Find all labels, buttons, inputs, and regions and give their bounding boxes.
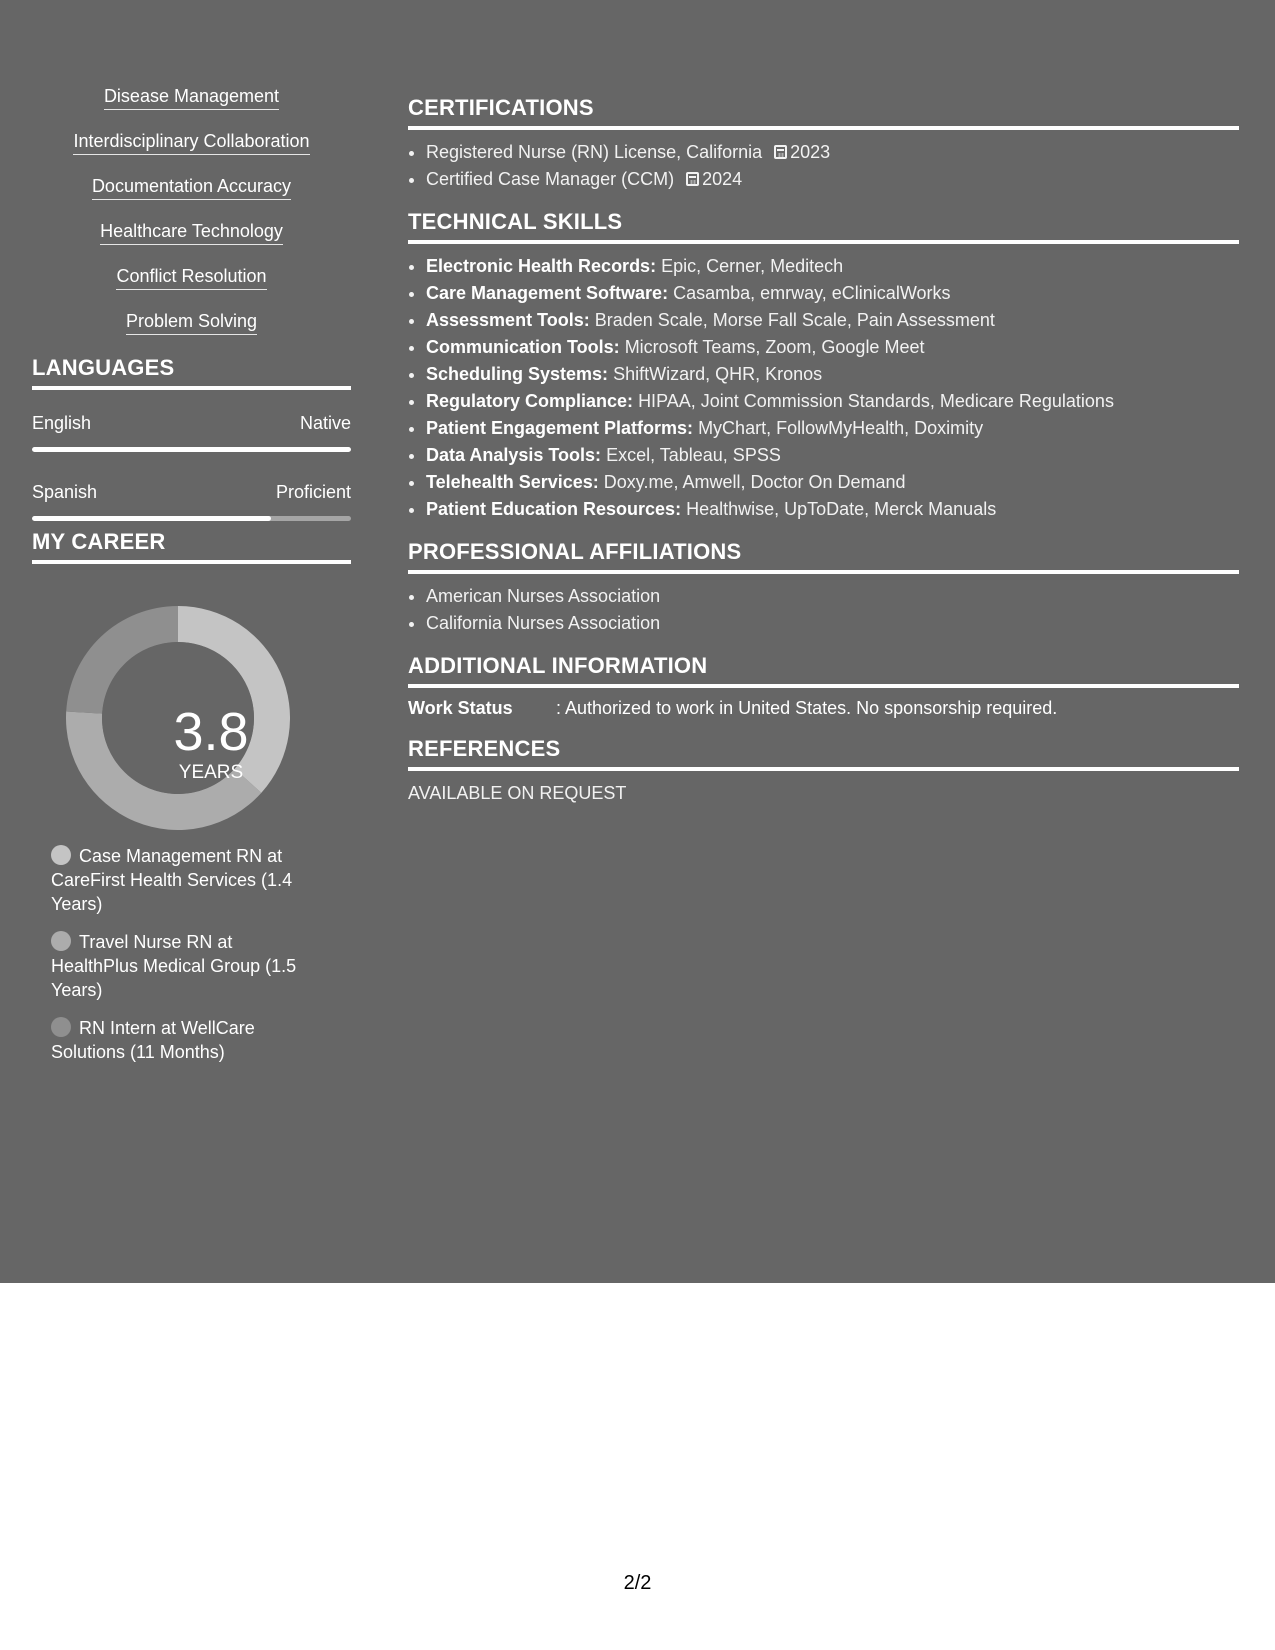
technical-skill-item: • Patient Education Resources: Healthwise, UpToDate, Merck Manuals bbox=[426, 496, 1239, 523]
technical-skill-item: • Patient Engagement Platforms: MyChart, FollowMyHealth, Doximity bbox=[426, 415, 1239, 442]
career-legend bbox=[32, 844, 321, 1064]
donut-center-label bbox=[99, 703, 323, 785]
career-total-unit: YEARS bbox=[178, 762, 244, 783]
technical-skill-item: • Communication Tools: Microsoft Teams, Zoom, Google Meet bbox=[426, 334, 1239, 361]
skill-tag: Interdisciplinary Collaboration bbox=[32, 129, 351, 174]
skill-tag: Disease Management bbox=[32, 84, 351, 129]
references-heading: REFERENCES bbox=[408, 735, 1239, 771]
affiliations-section bbox=[408, 538, 1239, 637]
technical-skill-item: • Care Management Software: Casamba, emrway, eClinicalWorks bbox=[426, 280, 1239, 307]
calendar-icon bbox=[686, 172, 699, 186]
legend-item: RN Intern at WellCare Solutions (11 Months) bbox=[51, 1018, 255, 1062]
work-status-value: : Authorized to work in United States. No sponsorship required. bbox=[556, 698, 1058, 718]
language-english bbox=[32, 390, 351, 459]
skill-tag: Conflict Resolution bbox=[32, 264, 351, 309]
language-level: Proficient bbox=[275, 482, 351, 502]
affiliation-item: • American Nurses Association bbox=[426, 583, 1239, 610]
technical-skills-heading: TECHNICAL SKILLS bbox=[408, 208, 1239, 244]
affiliation-item: • California Nurses Association bbox=[426, 610, 1239, 637]
language-level-fill bbox=[32, 447, 351, 452]
language-level: Native bbox=[299, 413, 351, 433]
languages-heading: LANGUAGES bbox=[32, 354, 351, 390]
technical-skills-section bbox=[408, 208, 1239, 523]
legend-item: Travel Nurse RN at HealthPlus Medical Group (1.5 Years) bbox=[51, 932, 297, 1000]
language-name: English bbox=[32, 413, 92, 433]
references-section bbox=[408, 735, 1239, 805]
technical-skill-item: • Data Analysis Tools: Excel, Tableau, SPSS bbox=[426, 442, 1239, 469]
skill-tags bbox=[32, 84, 351, 354]
affiliations-heading: PROFESSIONAL AFFILIATIONS bbox=[408, 538, 1239, 574]
language-spanish bbox=[32, 459, 351, 528]
additional-info-section bbox=[408, 652, 1239, 720]
work-status-row bbox=[408, 696, 1239, 720]
sidebar bbox=[32, 84, 351, 1078]
page-number: 2/2 bbox=[623, 1572, 652, 1594]
career-heading: MY CAREER bbox=[32, 528, 351, 564]
references-text: AVAILABLE ON REQUEST bbox=[408, 783, 627, 803]
work-status-label: Work Status bbox=[408, 698, 513, 718]
certification-item: • Certified Case Manager (CCM) 2024 bbox=[426, 166, 1239, 193]
main-content bbox=[408, 94, 1239, 805]
technical-skill-item: • Assessment Tools: Braden Scale, Morse Fall Scale, Pain Assessment bbox=[426, 307, 1239, 334]
certification-item: • Registered Nurse (RN) License, California 2023 bbox=[426, 139, 1239, 166]
career-donut-chart bbox=[32, 564, 351, 844]
language-level-fill bbox=[32, 516, 271, 521]
legend-dot bbox=[51, 845, 71, 865]
skill-tag: Problem Solving bbox=[32, 309, 351, 354]
technical-skill-item: • Telehealth Services: Doxy.me, Amwell, Doctor On Demand bbox=[426, 469, 1239, 496]
skill-tag: Healthcare Technology bbox=[32, 219, 351, 264]
additional-info-heading: ADDITIONAL INFORMATION bbox=[408, 652, 1239, 688]
career-total-years: 3.8 bbox=[173, 702, 249, 762]
legend-dot bbox=[51, 931, 71, 951]
calendar-icon bbox=[774, 145, 787, 159]
technical-skill-item: • Scheduling Systems: ShiftWizard, QHR, Kronos bbox=[426, 361, 1239, 388]
skill-tag: Documentation Accuracy bbox=[32, 174, 351, 219]
certifications-section bbox=[408, 94, 1239, 193]
technical-skill-item: • Electronic Health Records: Epic, Cerner, Meditech bbox=[426, 253, 1239, 280]
technical-skill-item: • Regulatory Compliance: HIPAA, Joint Commission Standards, Medicare Regulations bbox=[426, 388, 1239, 415]
certifications-heading: CERTIFICATIONS bbox=[408, 94, 1239, 130]
language-name: Spanish bbox=[32, 482, 98, 502]
language-level-bar bbox=[32, 516, 351, 521]
legend-item: Case Management RN at CareFirst Health Services (1.4 Years) bbox=[51, 846, 293, 914]
language-level-bar bbox=[32, 447, 351, 452]
legend-dot bbox=[51, 1017, 71, 1037]
